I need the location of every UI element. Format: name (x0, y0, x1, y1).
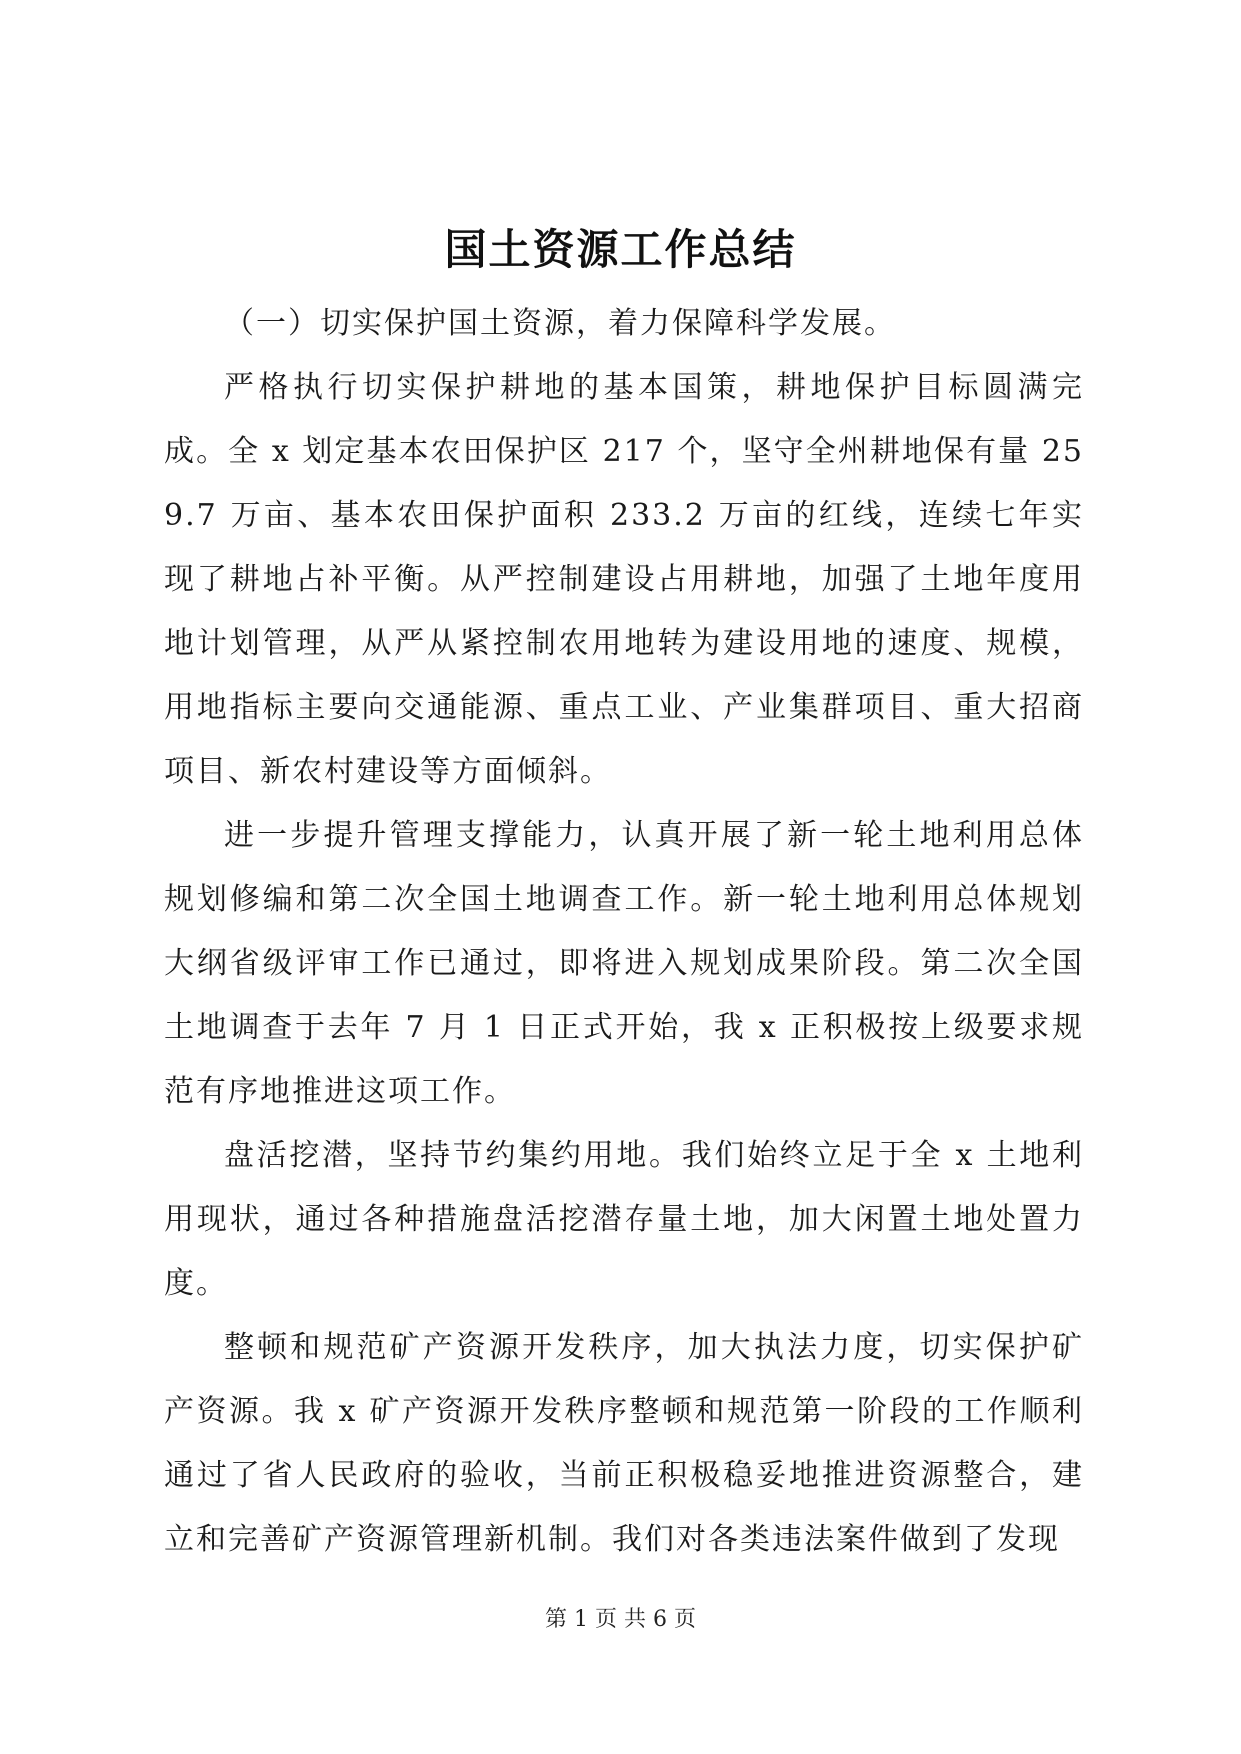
page-footer: 第 1 页 共 6 页 (545, 1607, 696, 1632)
section-heading: （一）切实保护国土资源，着力保障科学发展。 (224, 306, 896, 341)
paragraph-mineral-resources: 整顿和规范矿产资源开发秩序，加大执法力度，切实保护矿产资源。我 x 矿产资源开发秩序整顿和规范第一阶段的工作顺利通过了省人民政府的验收，当前正积极稳妥地推进资源整合，建立和完善矿产资源管理新机制。我们对各类违法案件做到了发现 (164, 1330, 1084, 1557)
paragraph-farmland-protection: 严格执行切实保护耕地的基本国策，耕地保护目标圆满完成。全 x 划定基本农田保护区 217 个，坚守全州耕地保有量 259.7 万亩、基本农田保护面积 233.2 万亩的红线，连续七年实现了耕地占补平衡。从严控制建设占用耕地，加强了土地年度用地计划管理，从严从紧控制农用地转为建设用地的速度、规模，用地指标主要向交通能源、重点工业、产业集群项目、重大招商项目、新农村建设等方面倾斜。 (164, 370, 1084, 789)
paragraph-management-capacity: 进一步提升管理支撑能力，认真开展了新一轮土地利用总体规划修编和第二次全国土地调查工作。新一轮土地利用总体规划大纲省级评审工作已通过，即将进入规划成果阶段。第二次全国土地调查于去年 7 月 1 日正式开始，我 x 正积极按上级要求规范有序地推进这项工作。 (164, 818, 1084, 1109)
paragraph-land-saving: 盘活挖潜，坚持节约集约用地。我们始终立足于全 x 土地利用现状，通过各种措施盘活挖潜存量土地，加大闲置土地处置力度。 (164, 1138, 1084, 1301)
document-body (164, 292, 1084, 1572)
document-title: 国土资源工作总结 (444, 225, 797, 274)
